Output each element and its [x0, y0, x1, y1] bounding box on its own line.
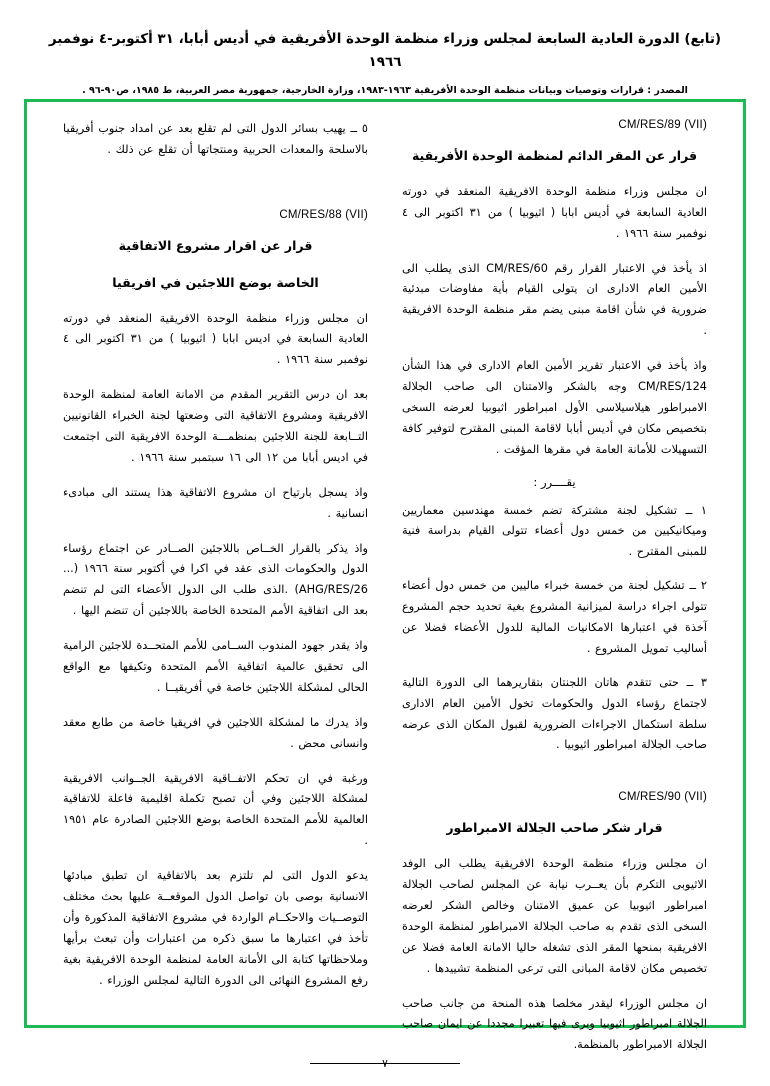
resolution-90-title: قرار شكر صاحب الجلالة الامبراطور: [446, 820, 663, 836]
resolution-88-paragraph-5: واذ يقدر جهود المندوب الســامى للأمم المتحــدة للاجئين الرامية الى تحقيق عالمية اتفاقية الأمم المتحدة وتكيفها مع الواقع الحالى لمشكلة اللاجئين خاصة في أفريقيــا .: [63, 639, 368, 694]
resolution-88-title-line-2: الخاصة بوضع اللاجئين في افريقيا: [112, 274, 319, 290]
resolution-89-title: قرار عن المقر الدائم لمنظمة الوحدة الأفريقية: [411, 148, 698, 163]
section-spacer: [63, 175, 368, 209]
resolution-89-item-1: ١ ــ تشكيل لجنة مشتركة تضم خمسة مهندسين معماريين وميكانيكيين من خمس دول أعضاء تتولى القيام بدراسة فنية للمبنى المقترح .: [402, 503, 707, 559]
column-right: [385, 119, 721, 1052]
resolution-88-paragraph-7: ورغبة في ان تحكم الاتفــاقية الافريقية الجــوانب الافريقية لمشكلة اللاجئين وفي أن تصبح تكملة اقليمية فاعلة للاتفاقية العالمية للأمم المتحدة الخاصة بوضع اللاجئين الصادرة عام ١٩٥١ .: [63, 771, 368, 848]
resolution-88-paragraph-6: واذ يدرك ما لمشكلة اللاجئين في افريقيا خاصة من طابع معقد وانسانى محض .: [63, 715, 368, 750]
resolution-88-paragraph-3: واذ يسجل بارتياح ان مشروع الاتفاقية هذا يستند الى مبادىء انسانية .: [63, 485, 368, 520]
continued-item-5: ٥ ــ يهيب بسائر الدول التى لم تقلع بعد عن امداد جنوب أفريقيا بالاسلحة والمعدات الحربية ومنتجاتها أن تقلع عن ذلك .: [63, 122, 368, 156]
resolution-88-paragraph-8: يدعو الدول التى لم تلتزم بعد بالاتفاقية ان تطبق مبادئها الانسانية بوصى بان تواصل الدول الموقعــة عليها بحث مختلف التوصــيات والاحكــام الواردة في مشروع الاتفاقية المذكورة وأن تأخذ في اعتبارها ما سبق ذكره من اعتبارات وأن تبعث برأيها وملاحظاتها كتابة الى الأمانة العامة لمنظمة الوحدة الافريقية بغية رفع المشروع النهائى الى الدورة التالية لمجلس الوزراء .: [63, 869, 368, 987]
column-left: [49, 119, 385, 1015]
resolution-88-id: CM/RES/88 (VII): [279, 208, 368, 221]
two-column-layout: [27, 102, 743, 1052]
content-frame: [24, 99, 746, 1052]
section-spacer: [402, 769, 707, 791]
resolution-89-paragraph-2: اذ يأخذ في الاعتبار القرار رقم CM/RES/60 الذى يطلب الى الأمين العام الادارى ان يتولى القيام بأية مفاوضات مبدئية ضرورية في شأن اقامة مبنى يضم مقر منظمة الوحدة الافريقية .: [402, 261, 707, 338]
resolution-89-paragraph-3: واذ يأخذ في الاعتبار تقرير الأمين العام الادارى في هذا الشأن CM/RES/124 وجه بالشكر والامتنان الى صاحب الجلالة الامبراطور هيلاسيلاسى الأول امبراطور اثيوبيا لعرضه السخى بتخصيص مكان في أديس أبابا لاقامة المبنى المقترح لتوفير كافة التسهيلات للأمانة العامة في مقرها المؤقت .: [402, 359, 707, 456]
resolution-89-id: CM/RES/89 (VII): [618, 119, 707, 131]
resolution-90-paragraph-1: ان مجلس وزراء منظمة الوحدة الافريقية يطلب الى الوفد الاثيوبى التكرم بأن يعــرب نيابة عن المجلس لصاحب الجلالة امبراطور اثيوبيا عن عميق الامتنان وخالص الشكر لعرضه السخى الذى تقدم به صاحب الجلالة الامبراطور لمنظمة الوحدة الافريقية بمنحها المقر الذى تشغله حاليا الامانة العامة فضلا عن تخصيص مكان لاقامة المبانى التى ترعى المنظمة تشييدها .: [402, 857, 707, 975]
resolution-89-paragraph-1: ان مجلس وزراء منظمة الوحدة الافريقية المنعقد في دورته العادية السابعة في أديس ابابا ( اثيوبيا ) من ٣١ اكتوبر الى ٤ نوفمبر سنة ١٩٦٦ .: [402, 184, 707, 240]
resolution-88-title-line-1: قرار عن اقرار مشروع الاتفاقية: [118, 237, 313, 253]
resolution-90: [402, 791, 707, 1056]
resolution-90-id: CM/RES/90 (VII): [618, 791, 707, 804]
resolution-88: [63, 209, 368, 992]
resolution-89-item-2: ٢ ــ تشكيل لجنة من خمسة خبراء ماليين من خمس دول أعضاء تتولى اجراء دراسة لميزانية المشروع بغية تحديد حجم المشروع آخذة في اعتبارها الامكانيات المالية للدول الأعضاء فضلا عن أساليب تمويل المشروع .: [402, 579, 707, 655]
source-note: المصدر : ‏قرارات وتوصيات وبيانات منظمة الوحدة الأفريقية ١٩٦٣-١٩٨٣، وزارة الخارجية، جمهورية مصر العربية، ط ١٩٨٥، ص٩٠-٩٦ .: [82, 84, 688, 96]
resolution-90-paragraph-2: ان مجلس الوزراء ليقدر مخلصا هذه المنحة من جانب صاحب الجلالة امبراطور اثيوبيا ويرى فيها تعبيرا مجددا عن ايمان صاحب الجلالة الامبراطور بالمنظمة.: [402, 996, 707, 1052]
resolution-88-paragraph-4: واذ يذكر بالقرار الخــاص باللاجئين الصــادر عن اجتماع رؤساء الدول والحكومات الذى عقد في اكرا في أكتوبر سنة ١٩٦٦ (... AHG/RES/26) .الذى طلب الى الدول الأعضاء التى لم تنضم بعد الى اتفاقية الأمم المتحدة الخاصة باللاجئين أن تنضم اليها .: [63, 541, 368, 618]
resolution-89-item-3: ٣ ــ حتى تتقدم هاتان اللجنتان بتقاريرهما الى الدورة التالية لاجتماع رؤساء الدول والحكومات تخول الأمين العام الادارى سلطة استكمال الاجراءات الضرورية لقبول المكان الذى عرضه صاحب الجلالة امبراطور اثيوبيا .: [402, 675, 707, 752]
resolution-88-paragraph-1: ان مجلس وزراء منظمة الوحدة الافريقية المنعقد في دورته العادية السابعة في اديس ابابا ( اثيوبيا ) من ٣١ اكتوبر الى ٤ نوفمبر سنة ١٩٦٦ .: [63, 311, 368, 367]
resolution-88-paragraph-2: بعد ان درس التقرير المقدم من الامانة العامة لمنظمة الوحدة الافريقية ومشروع الاتفاقية التى وضعتها لجنة الخبراء القانونيين التــابعة للجنة اللاجئين بمنظمـــة الوحدة الافريقية التى اجتمعت في اديس أبابا من ١٢ الى ١٦ سبتمبر سنة ١٩٦٦ .: [63, 388, 368, 464]
resolution-89-decides-label: يقــــرر :: [533, 474, 576, 489]
page-title: (تابع) الدورة العادية السابعة لمجلس وزراء منظمة الوحدة الأفريقية في أديس أبابا، ٣١ أكتوبر-٤ نوفمبر ١٩٦٦: [48, 31, 722, 70]
page-number: ٧: [382, 1057, 388, 1070]
resolution-89: [402, 119, 707, 756]
page-header: [0, 0, 770, 99]
